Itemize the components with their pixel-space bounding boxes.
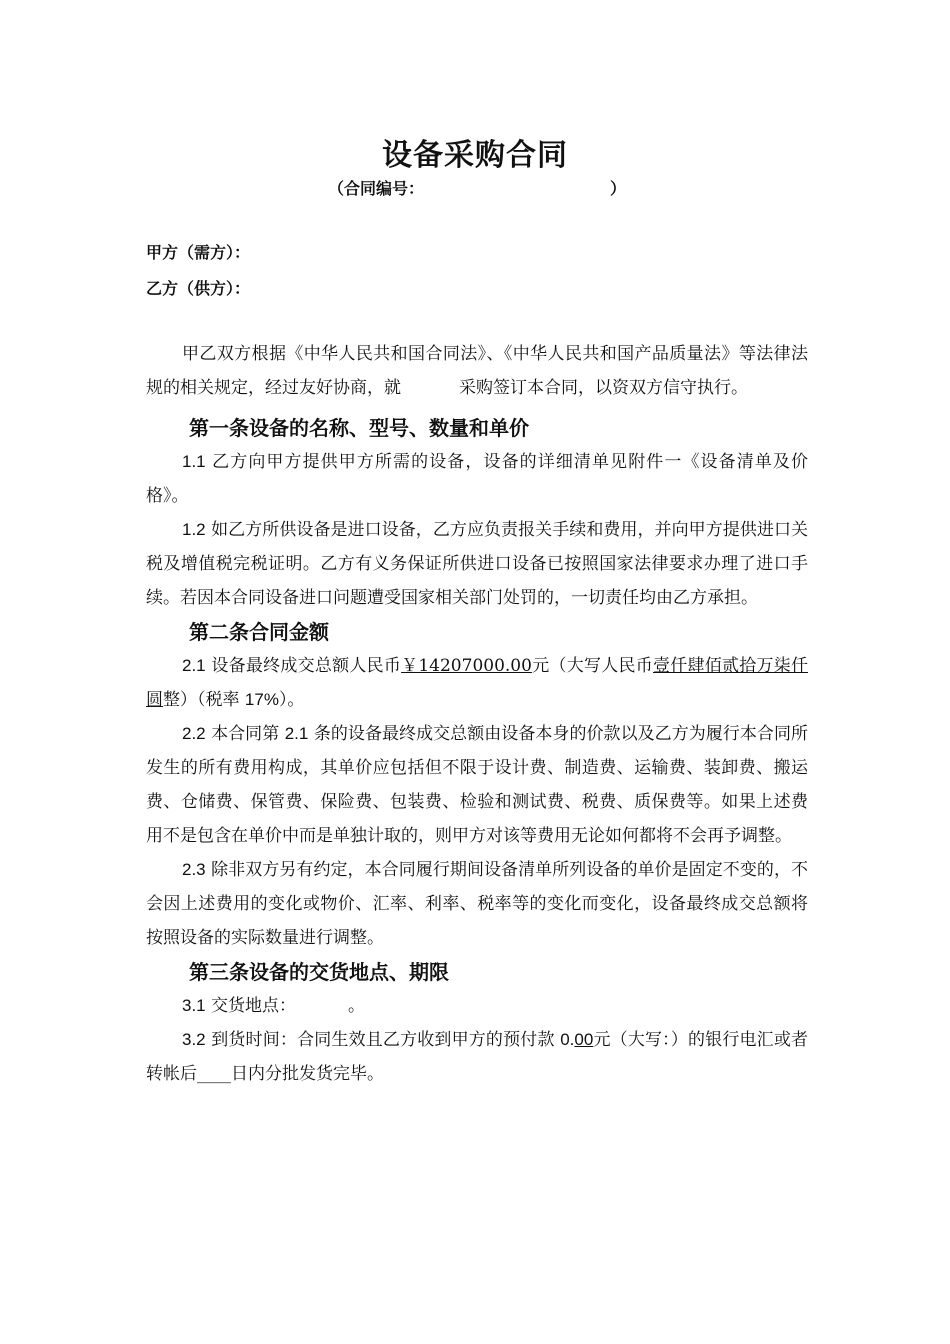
clause-2-3	[146, 853, 808, 955]
tax-rate: 17%	[244, 690, 279, 709]
clause-1-2-number: 1.2	[182, 520, 206, 539]
clause-2-3-text: 除非双方另有约定，本合同履行期间设备清单所列设备的单价是固定不变的，不会因上述费用的变化或物价、汇率、利率、税率等的变化而变化，设备最终成交总额将按照设备的实际数量进行调整。	[146, 860, 809, 948]
contract-number-label: （合同编号：	[328, 179, 425, 198]
delivery-days-blank: ____	[197, 1064, 231, 1084]
section-2-heading: 第二条合同金额	[189, 620, 329, 644]
contract-number-line	[328, 176, 628, 199]
clause-1-1	[146, 445, 808, 513]
clause-1-1-number: 1.1	[182, 452, 206, 471]
contract-body	[146, 337, 808, 1091]
clause-3-1-end: 。	[348, 996, 366, 1016]
clause-3-2-number: 3.2	[182, 1030, 206, 1049]
clause-2-1-number: 2.1	[182, 656, 206, 675]
clause-3-2-mid: 元（大写：）的银行电汇或者转帐后	[146, 1030, 809, 1084]
clause-2-2-pre: 本合同第	[211, 724, 280, 744]
clause-2-2-ref: 2.1	[284, 724, 309, 743]
clause-2-1-end: ）。	[278, 690, 305, 710]
prepayment-amount-b: 00	[574, 1030, 594, 1049]
clause-1-1-text: 乙方向甲方提供甲方所需的设备，设备的详细清单见附件一《设备清单及价格》。	[146, 452, 809, 506]
clause-2-1-mid: 元（大写人民币	[531, 656, 653, 676]
section-3-heading: 第三条设备的交货地点、期限	[189, 960, 449, 984]
clause-1-2	[146, 513, 808, 615]
clause-2-2-text: 条的设备最终成交总额由设备本身的价款以及乙方为履行本合同所发生的所有费用构成，其单价应包括但不限于设计费、制造费、运输费、装卸费、搬运费、仓储费、保管费、保险费、包装费、检验和测试费、税费、质保费等。如果上述费用不是包含在单价中而是单独计取的，则甲方对该等费用无论如何都将不会再予调整。	[146, 724, 809, 846]
party-b-label: 乙方（供方）：	[146, 279, 251, 298]
clause-3-1-number: 3.1	[182, 996, 206, 1015]
contract-number-close: ）	[610, 179, 627, 198]
clause-2-2	[146, 717, 808, 853]
intro-text-part2: 采购签订本合同，以资双方信守执行。	[459, 378, 748, 398]
document-title: 设备采购合同	[382, 138, 568, 173]
total-amount: ￥14207000.00	[401, 656, 532, 676]
clause-2-2-number: 2.2	[182, 724, 206, 743]
total-amount-words: 壹仟肆佰贰拾万柒仟圆	[146, 656, 809, 710]
clause-3-2-end: 日内分批发货完毕。	[231, 1064, 384, 1084]
clause-2-1-pre: 设备最终成交总额人民币	[211, 656, 402, 676]
clause-3-2	[146, 1023, 808, 1091]
intro-paragraph	[146, 337, 808, 405]
intro-text-part1: 甲乙双方根据《中华人民共和国合同法》、《中华人民共和国产品质量法》等法律法规的相关规定，经过友好协商，就	[146, 344, 808, 398]
clause-2-1	[146, 649, 808, 717]
clause-1-2-text: 如乙方所供设备是进口设备，乙方应负责报关手续和费用，并向甲方提供进口关税及增值税完税证明。乙方有义务保证所供进口设备已按照国家法律要求办理了进口手续。若因本合同设备进口问题遭受国家相关部门处罚的，一切责任均由乙方承担。	[146, 520, 809, 608]
section-1-heading: 第一条设备的名称、型号、数量和单价	[189, 416, 529, 440]
clause-2-1-post: 整）（税率	[163, 690, 240, 710]
prepayment-amount-a: 0.	[560, 1030, 575, 1049]
party-a-label: 甲方（需方）：	[146, 243, 251, 262]
clause-3-2-pre: 到货时间：合同生效且乙方收到甲方的预付款	[211, 1030, 555, 1050]
delivery-location-label: 交货地点：	[211, 996, 297, 1016]
clause-3-1	[146, 989, 808, 1023]
clause-2-3-number: 2.3	[182, 860, 206, 879]
